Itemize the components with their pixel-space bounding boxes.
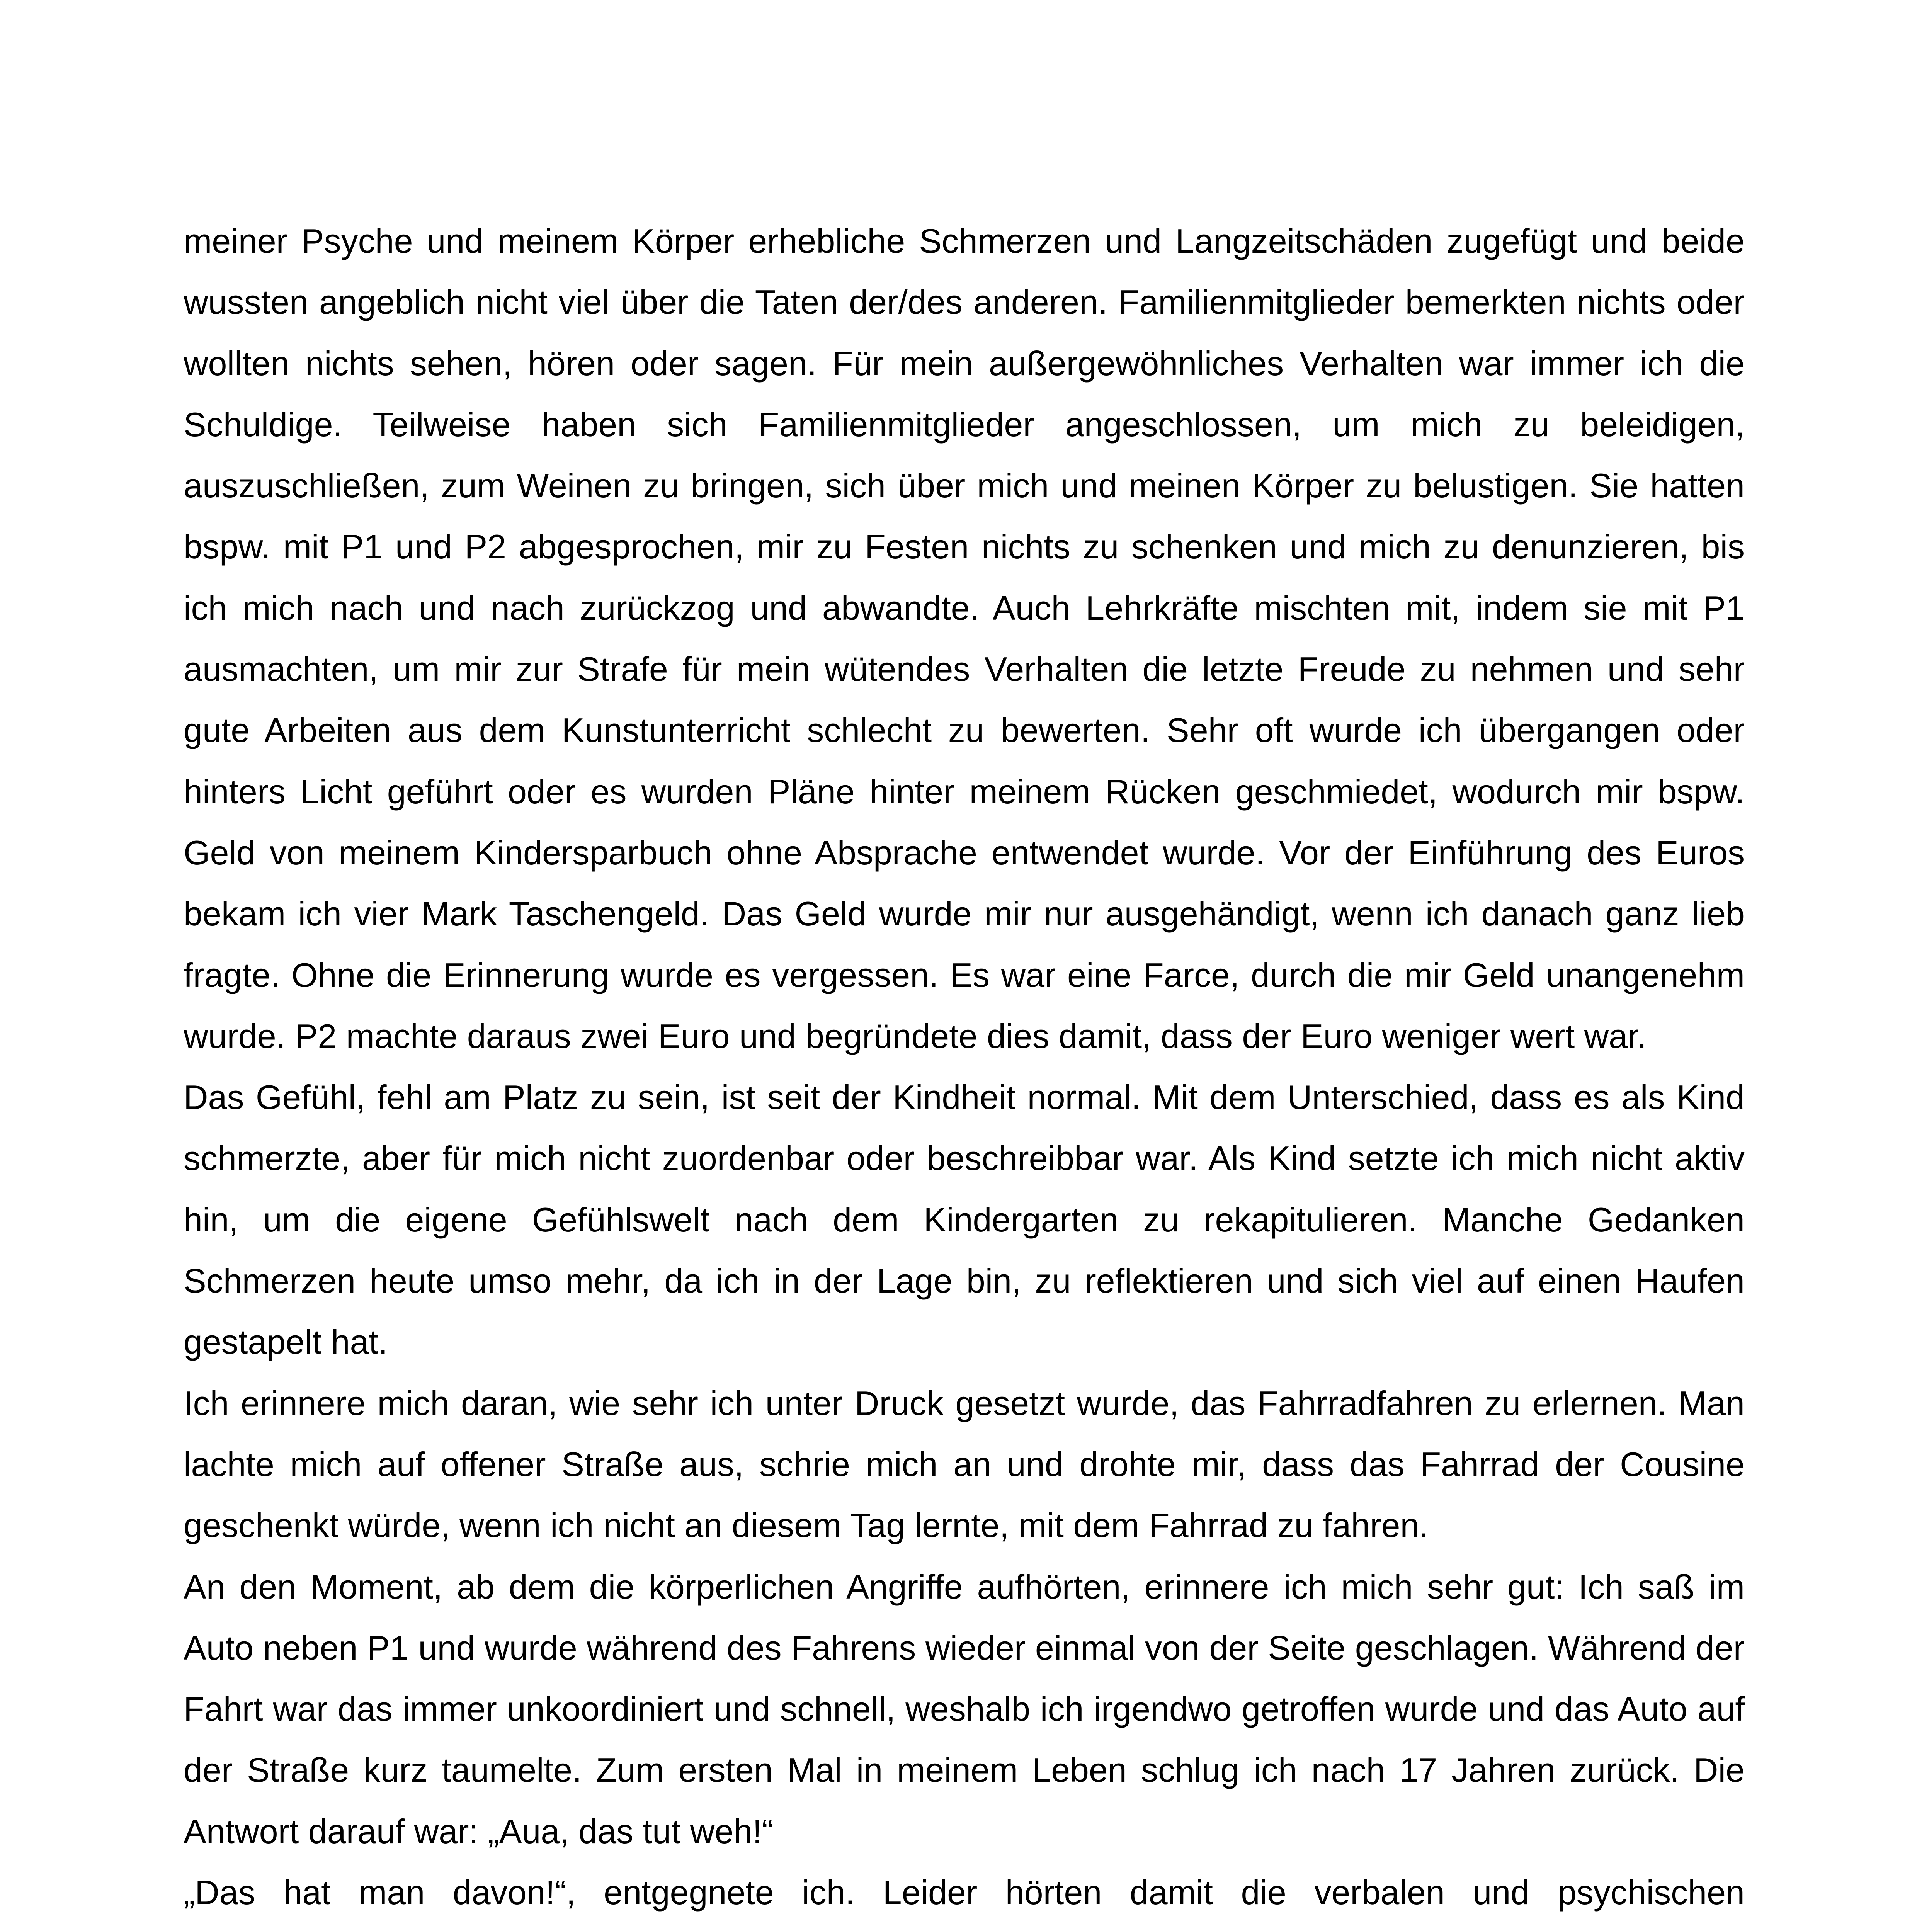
body-text xyxy=(184,211,1745,1932)
paragraph-5: „Das hat man davon!“, entgegnete ich. Leider hörten damit die verbalen und psychischen xyxy=(184,1873,1745,1912)
paragraph-1: meiner Psyche und meinem Körper erhebliche Schmerzen und Langzeitschäden zugefügt und beide wussten angeblich nicht viel über die Taten der/des anderen. Familienmitglieder bemerkten nichts oder wollten nichts sehen, hören oder sagen. Für mein außergewöhnliches Verhalten war immer ich die Schuldige. Teilweise haben sich Familienmitglieder angeschlossen, um mich zu beleidigen, auszuschließen, zum Weinen zu bringen, sich über mich und meinen Körper zu belustigen. Sie hatten bspw. mit P1 und P2 abgesprochen, mir zu Festen nichts zu schenken und mich zu denunzieren, bis ich mich nach und nach zurückzog und abwandte. Auch Lehrkräfte mischten mit, indem sie mit P1 ausmachten, um mir zur Strafe für mein wütendes Verhalten die letzte Freude zu nehmen und sehr gute Arbeiten aus dem Kunstunterricht schlecht zu bewerten. Sehr oft wurde ich übergangen oder hinters Licht geführt oder es wurden Pläne hinter meinem Rücken geschmiedet, wodurch mir bspw. Geld von meinem Kindersparbuch ohne Absprache entwendet wurde. Vor der Einführung des Euros bekam ich vier Mark Taschengeld. Das Geld wurde mir nur ausgehändigt, wenn ich danach ganz lieb fragte. Ohne die Erinnerung wurde es vergessen. Es war eine Farce, durch die mir Geld unangenehm wurde. P2 machte daraus zwei Euro und begründete dies damit, dass der Euro weniger wert war. xyxy=(184,222,1745,1055)
paragraph-4: An den Moment, ab dem die körperlichen Angriffe aufhörten, erinnere ich mich sehr gut: Ich saß im Auto neben P1 und wurde während des Fahrens wieder einmal von der Seite geschlagen. Während der Fahrt war das immer unkoordiniert und schnell, weshalb ich irgendwo getroffen wurde und das Auto auf der Straße kurz taumelte. Zum ersten Mal in meinem Leben schlug ich nach 17 Jahren zurück. Die Antwort darauf war: „Aua, das tut weh!“ xyxy=(184,1567,1745,1850)
paragraph-3: Ich erinnere mich daran, wie sehr ich unter Druck gesetzt wurde, das Fahrradfahren zu erlernen. Man lachte mich auf offener Straße aus, schrie mich an und drohte mir, dass das Fahrrad der Cousine geschenkt würde, wenn ich nicht an diesem Tag lernte, mit dem Fahrrad zu fahren. xyxy=(184,1384,1745,1545)
paragraph-2: Das Gefühl, fehl am Platz zu sein, ist seit der Kindheit normal. Mit dem Unterschied, dass es als Kind schmerzte, aber für mich nicht zuordenbar oder beschreibbar war. Als Kind setzte ich mich nicht aktiv hin, um die eigene Gefühlswelt nach dem Kindergarten zu rekapitulieren. Manche Gedanken Schmerzen heute umso mehr, da ich in der Lage bin, zu reflektieren und sich viel auf einen Haufen gestapelt hat. xyxy=(184,1078,1745,1361)
